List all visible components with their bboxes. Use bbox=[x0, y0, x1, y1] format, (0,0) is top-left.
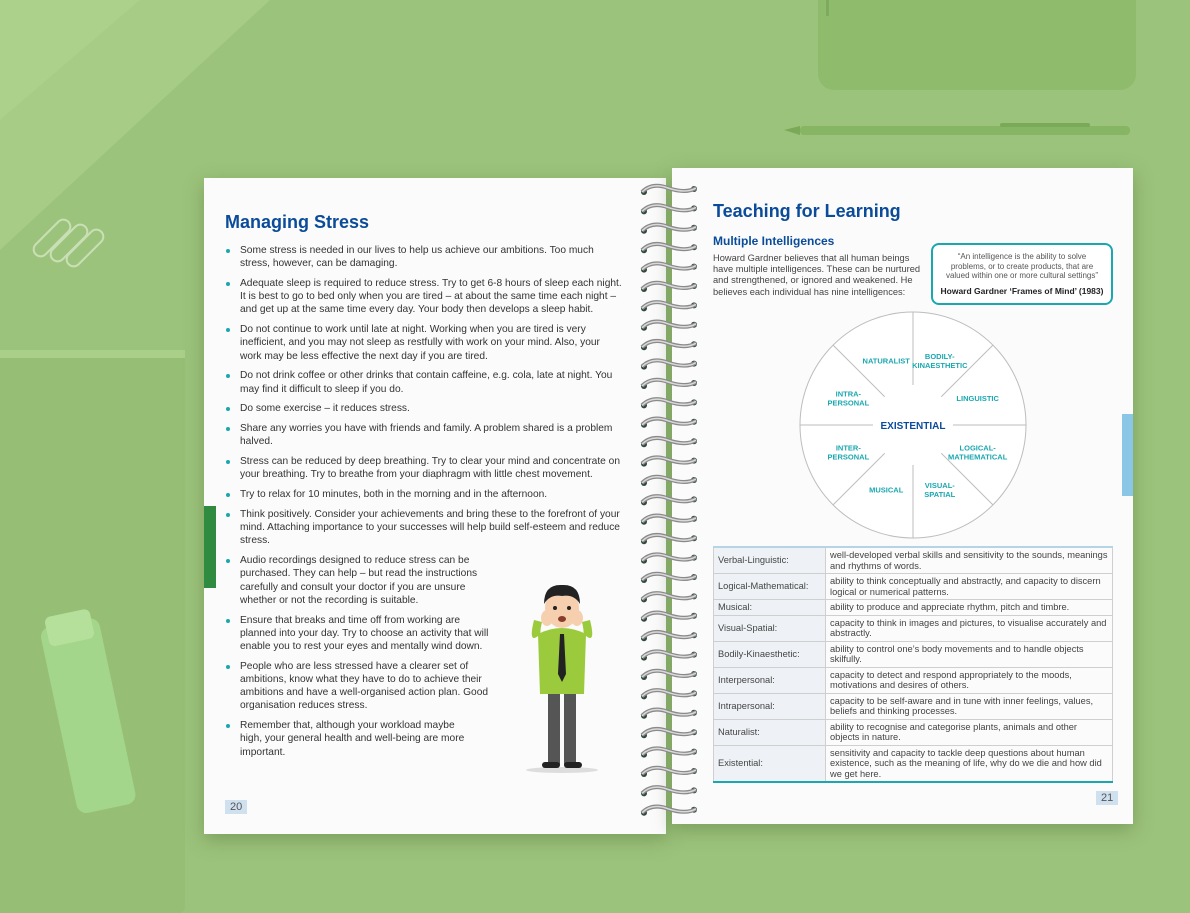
list-item: Try to relax for 10 minutes, both in the morning and in the afternoon. bbox=[224, 488, 624, 501]
table-row bbox=[714, 745, 1113, 782]
spiral-ring bbox=[641, 244, 697, 253]
table-cell-intelligence: Existential: bbox=[714, 745, 826, 782]
list-item: Ensure that breaks and time off from working are planned into your day. Try to choose an activity that will enable you to rest your eyes and mentally wind down. bbox=[224, 614, 490, 654]
right-page bbox=[672, 168, 1133, 824]
table-row bbox=[714, 615, 1113, 641]
list-item: People who are less stressed have a clearer set of ambitions, know what they have to do to achieve their ambitions and have a well-organised action plan. Good organisation reduces stress. bbox=[224, 660, 490, 713]
list-item: Do not drink coffee or other drinks that contain caffeine, e.g. cola, late at night. You may find it difficult to sleep if you do. bbox=[224, 369, 624, 395]
wheel-segment-label: NATURALIST bbox=[862, 356, 910, 366]
pen-icon bbox=[784, 123, 1130, 135]
wheel-segment-label: LOGICAL-MATHEMATICAL bbox=[948, 443, 1008, 462]
list-item: Remember that, although your workload maybe high, your general health and well-being are more important. bbox=[224, 719, 470, 759]
chapter-tab-green bbox=[204, 506, 216, 588]
table-cell-description: sensitivity and capacity to tackle deep questions about human existence, such as the meaning of life, why do we die and how did we get here. bbox=[826, 745, 1113, 782]
table-cell-intelligence: Visual-Spatial: bbox=[714, 615, 826, 641]
spiral-ring bbox=[641, 419, 697, 428]
spiral-ring bbox=[641, 593, 697, 602]
list-item: Share any worries you have with friends and family. A problem shared is a problem halved. bbox=[224, 422, 624, 448]
table-cell-description: well-developed verbal skills and sensitivity to the sounds, meanings and rhythms of words. bbox=[826, 547, 1113, 574]
phone-icon bbox=[818, 0, 1136, 90]
spiral-ring bbox=[641, 477, 697, 486]
list-item: Do not continue to work until late at night. Working when you are tired is very inefficient, and you may not sleep as restfully with work on your mind. Also, your work may be less effective the next day if you are tired. bbox=[224, 323, 624, 363]
spiral-ring bbox=[641, 283, 697, 292]
table-cell-intelligence: Verbal-Linguistic: bbox=[714, 547, 826, 574]
section-heading-multiple-intelligences: Multiple Intelligences bbox=[713, 234, 835, 248]
table-row bbox=[714, 547, 1113, 574]
table-cell-intelligence: Intrapersonal: bbox=[714, 693, 826, 719]
table-cell-description: ability to control one’s body movements and to handle objects skilfully. bbox=[826, 641, 1113, 667]
spiral-ring bbox=[641, 516, 697, 525]
spiral-ring bbox=[641, 225, 697, 234]
table-row bbox=[714, 641, 1113, 667]
spiral-ring bbox=[641, 263, 697, 272]
spiral-ring bbox=[641, 807, 697, 816]
page-title-teaching-for-learning: Teaching for Learning bbox=[713, 201, 901, 221]
table-cell-intelligence: Logical-Mathematical: bbox=[714, 574, 826, 600]
table-row bbox=[714, 600, 1113, 616]
table-cell-description: capacity to detect and respond appropriately to the moods, motivations and desires of others. bbox=[826, 667, 1113, 693]
table-cell-intelligence: Naturalist: bbox=[714, 719, 826, 745]
quote-text: “An intelligence is the ability to solve problems, or to create products, that are valued within one or more cultural settings” bbox=[945, 252, 1099, 281]
spiral-ring bbox=[641, 613, 697, 622]
intelligences-table bbox=[713, 546, 1113, 783]
wheel-segment-label: VISUAL-SPATIAL bbox=[924, 481, 956, 500]
spiral-ring bbox=[641, 710, 697, 719]
spiral-ring bbox=[641, 302, 697, 311]
spiral-ring bbox=[641, 322, 697, 331]
intro-paragraph: Howard Gardner believes that all human beings have multiple intelligences. These can be nurtured and strengthened, or ignored and weakened. He believes each individual has nine intelligences: bbox=[713, 253, 921, 297]
stressed-man-illustration bbox=[522, 582, 602, 776]
spiral-ring bbox=[641, 457, 697, 466]
spiral-ring bbox=[641, 651, 697, 660]
quote-author: Howard Gardner ‘Frames of Mind’ (1983) bbox=[940, 285, 1104, 296]
table-cell-description: ability to produce and appreciate rhythm, pitch and timbre. bbox=[826, 600, 1113, 616]
page-number-right: 21 bbox=[1096, 791, 1118, 805]
wheel-segment-label: MUSICAL bbox=[869, 485, 904, 495]
wheel-segment-label: INTRA-PERSONAL bbox=[827, 389, 870, 408]
table-cell-intelligence: Bodily-Kinaesthetic: bbox=[714, 641, 826, 667]
table-cell-description: ability to recognise and categorise plants, animals and other objects in nature. bbox=[826, 719, 1113, 745]
spiral-binding bbox=[638, 180, 700, 820]
spiral-ring bbox=[641, 787, 697, 796]
spiral-ring bbox=[641, 399, 697, 408]
table-cell-description: ability to think conceptually and abstractly, and capacity to discern logical or numerical patterns. bbox=[826, 574, 1113, 600]
wheel-segment-label: BODILY-KINAESTHETIC bbox=[912, 351, 968, 370]
quote-box bbox=[931, 243, 1113, 305]
table-cell-intelligence: Musical: bbox=[714, 600, 826, 616]
table-cell-intelligence: Interpersonal: bbox=[714, 667, 826, 693]
spiral-ring bbox=[641, 380, 697, 389]
left-page bbox=[204, 178, 666, 834]
table-row bbox=[714, 719, 1113, 745]
list-item: Adequate sleep is required to reduce stress. Try to get 6-8 hours of sleep each night. It is best to go to bed only when you are tired – at about the same time each night – and get up at the same time every day. Your body then develops a sleep habit. bbox=[224, 277, 624, 317]
list-item: Do some exercise – it reduces stress. bbox=[224, 402, 624, 415]
list-item: Stress can be reduced by deep breathing. Try to clear your mind and concentrate on your breathing. Try to breathe from your diaphragm with little chest movement. bbox=[224, 455, 624, 481]
spiral-ring bbox=[641, 535, 697, 544]
spiral-ring bbox=[641, 729, 697, 738]
page-number-left: 20 bbox=[225, 800, 247, 814]
wheel-segment-label: LINGUISTIC bbox=[956, 394, 999, 404]
spiral-ring bbox=[641, 768, 697, 777]
table-row bbox=[714, 574, 1113, 600]
spiral-ring bbox=[641, 205, 697, 214]
spiral-ring bbox=[641, 574, 697, 583]
paperclip-icon bbox=[31, 217, 106, 269]
list-item: Think positively. Consider your achievements and bring these to the forefront of your mind. Attaching importance to your successes will help build self-esteem and reduce stress. bbox=[224, 508, 624, 548]
wheel-segment-label: INTER-PERSONAL bbox=[827, 443, 870, 462]
page-title-managing-stress: Managing Stress bbox=[225, 212, 370, 232]
spiral-ring bbox=[641, 341, 697, 350]
spiral-ring bbox=[641, 690, 697, 699]
spiral-ring bbox=[641, 632, 697, 641]
chapter-tab-blue bbox=[1122, 414, 1133, 496]
intelligence-wheel-diagram bbox=[798, 310, 1028, 540]
table-cell-description: capacity to be self-aware and in tune with inner feelings, values, beliefs and thinking processes. bbox=[826, 693, 1113, 719]
spiral-ring bbox=[641, 438, 697, 447]
list-item: Audio recordings designed to reduce stress can be purchased. They can help – but read the instructions carefully and consult your doctor if you are unsure whether or not the recording is suitable. bbox=[224, 554, 490, 607]
wheel-center-label: EXISTENTIAL bbox=[880, 421, 946, 432]
table-row bbox=[714, 693, 1113, 719]
list-item: Some stress is needed in our lives to help us achieve our ambitions. Too much stress, however, can be damaging. bbox=[224, 244, 624, 270]
spiral-ring bbox=[641, 360, 697, 369]
spiral-ring bbox=[641, 671, 697, 680]
spiral-ring bbox=[641, 496, 697, 505]
spiral-ring bbox=[641, 748, 697, 757]
spiral-ring bbox=[641, 186, 697, 195]
table-cell-description: capacity to think in images and pictures, to visualise accurately and abstractly. bbox=[826, 615, 1113, 641]
spiral-ring bbox=[641, 554, 697, 563]
table-row bbox=[714, 667, 1113, 693]
